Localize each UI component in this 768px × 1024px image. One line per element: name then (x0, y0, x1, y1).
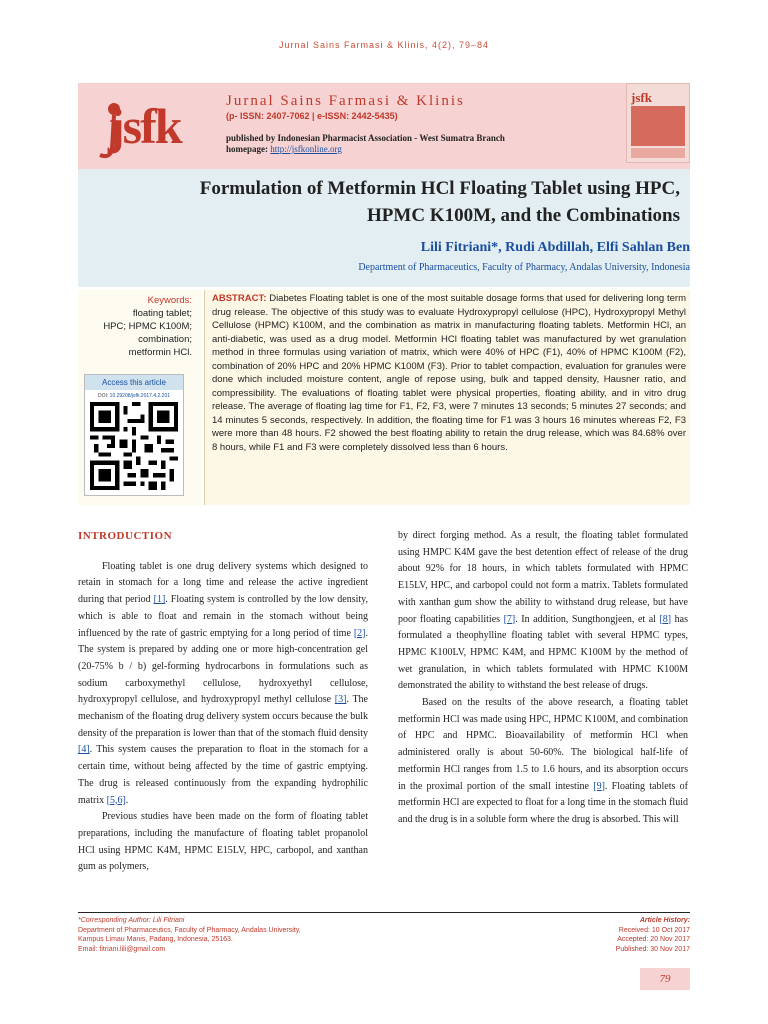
citation-link[interactable]: [2] (353, 627, 366, 639)
citation-link[interactable]: [1] (153, 594, 166, 606)
corresponding-author (78, 916, 418, 954)
paragraph: Floating tablet is one drug delivery systems which designed to retain in stomach for a long time and release the active ingredient during that period [1]. Floating system is controlled by the low density, which is able to float and remain in the stomach without being influenced by the rate of gastric emptying for a long period of time [2]. The system is prepared by adding one or more high-concentration gel (20-75% b / b) gel-forming hydrocarbons in formulations such as sodium carboxymethyl cellulose, hydroxyethyl cellulose, hydroxypropyl cellulose, and hydroxypropyl methyl cellulose [3]. The mechanism of the floating drug delivery system occurs because the bulk density of the preparation is lower than that of the stomach fluid density [4]. This system causes the preparation to float in the stomach for a certain time, without being affected by the time of gastric emptying. The drug is released continuously from the expanding hydrophilic matrix [5,6]. (78, 560, 368, 806)
paragraph: Based on the results of the above research, a floating tablet metformin HCl was made using HPC, HPMC K100M, and combination of HPC and HPMC. Bioavailability of metformin HCl when administered orally is about 50-60%. The biological half-life of metformin HCl ranges from 1.5 to 1.6 hours, and its absorption occurs in the proximal portion of the small intestine [9]. Floating tablets of metformin HCl are expected to float for a long time in the stomach fluid and the drug is in a soluble form where the drug is absorbed. This will (398, 697, 688, 825)
history-accepted: Accepted: 20 Nov 2017 (617, 936, 690, 943)
paragraph: Previous studies have been made on the form of floating tablet preparations, including the manufacture of floating tablet propanolol HCl using HPMC K4M, HPMC E15LV, HPC, carbopol, and xanthan gum as polymers, (78, 811, 368, 873)
homepage-label: homepage: (226, 144, 268, 154)
title-line-1: Formulation of Metformin HCl Floating Tablet using HPC, (199, 178, 680, 199)
citation-link[interactable]: [8] (659, 613, 672, 625)
doi-link[interactable]: 10.29208/jsfk.2017.4.2.201 (109, 393, 170, 399)
publisher: published by Indonesian Pharmacist Association - West Sumatra Branch (226, 133, 505, 143)
doi-line (85, 390, 183, 402)
cover-strip (631, 148, 685, 158)
journal-name: Jurnal Sains Farmasi & Klinis (226, 93, 465, 109)
section-heading-introduction: INTRODUCTION (78, 530, 173, 542)
keywords: Keywords: floating tablet; HPC; HPMC K100M; combination; metformin HCl. (82, 294, 192, 359)
paragraph: by direct forging method. As a result, the floating tablet formulated using HMPC K4M gave the best detention effect of release of the drug about 92% for 18 hours, in which tablets formulated with HPMC E15LV, HPC, and carbopol could not form a matrix. Tablets formulated with xanthan gum show the ability to withstand drug release, but have poor floating capabilities [7]. In addition, Sungthongjeen, et al [8] has formulated a theophylline floating tablet with several HPMC types, HPMC K100LV, HPMC K4M, and HPMC K100M by the method of wet granulation, in which tablets formulated with HPMC K100M demonstrated the ability to withstand the best release of drugs. (398, 530, 688, 692)
citation-link[interactable]: [4] (78, 744, 90, 756)
keyword-item: combination; (138, 334, 192, 345)
doi-label: DOI: (98, 393, 109, 399)
abstract: ABSTRACT: Diabetes Floating tablet is one of the most suitable dosage forms that used for delivering long term drug release. The objective of this study was to evaluate Hydroxypropyl cellulose (HPC), Hydroxypropyl Methyl Cellulose (HPMC) K100M, and the combination as matrix in manufacturing floating tablets. Metformin HCl, an anti-diabetic, was used as a drug model. Metformin HCl floating tablet was manufactured by wet granulation method in three formulas using variation of matrix, which were 40% of HPC (F1), 40% of HPMC K100M (F2), combination of 20% HPC and 20% HPMC K100M (F3). Prior to tablet compaction, evaluation for granules were done which included moisture content, angle of repose using, bulk and tapped density, Hausner ratio, and compressibility. The evaluations of floating tablet were physical properties, floating ability, and in vitro drug release. The average of floating lag time for F1, F2, F3, were 7 minutes 13 seconds; 5 minutes 27 seconds; and 14 minutes 5 seconds, respectively. In addition, the floating time for F1 was 3 hours 16 minutes whereas F2, F3 were more than 48 hours. F2 showed the best floating ability to retain the drug release, which was 84.68% over 8 hours, while F1 and F3 were completely dissolved less than 6 hours. (212, 293, 687, 453)
homepage-link[interactable]: http://jsfkonline.org (270, 144, 342, 154)
footer-divider (78, 912, 690, 913)
corr-address: Kampus Limau Manis, Padang, Indonesia, 25163. (78, 936, 233, 943)
access-heading: Access this article (85, 375, 183, 390)
keyword-item: floating tablet; (132, 308, 192, 319)
page-number: 79 (640, 968, 690, 990)
logo-text: jsfk (108, 98, 181, 154)
history-published: Published: 30 Nov 2017 (615, 945, 690, 953)
keyword-item: metformin HCl. (128, 347, 192, 358)
cover-logo: jsfk (631, 90, 652, 105)
abstract-label: ABSTRACT (212, 293, 264, 304)
corr-author-name: *Corresponding Author: Lili Fitriani (78, 917, 185, 924)
history-received: Received: 10 Oct 2017 (618, 926, 690, 934)
abstract-text: Diabetes Floating tablet is one of the most suitable dosage forms that used for delivering long term drug release. The objective of this study was to evaluate Hydroxypropyl cellulose (HPC), Hydroxypropyl Methyl Cellulose (HPMC) K100M, and the combination as matrix in manufacturing floating tablets. Metformin HCl, an anti-diabetic, was used as a drug model. Metformin HCl floating tablet was manufactured by wet granulation method in three formulas using variation of matrix, which were 40% of HPC (F1), 40% of HPMC K100M (F2), combination of 20% HPC and 20% HPMC K100M (F3). Prior to tablet compaction, evaluation for granules were done which included moisture content, angle of repose using, bulk and tapped density, Hausner ratio, and compressibility. The evaluations of floating tablet were physical properties, floating ability, and in vitro drug release. The average of floating lag time for F1, F2, F3, were 7 minutes 13 seconds; 5 minutes 27 seconds; and 14 minutes 5 seconds, respectively. In addition, the floating time for F1 was 3 hours 16 minutes whereas F2, F3 were more than 48 hours. F2 showed the best floating ability to retain the drug release, which was 84.68% over 8 hours, while F1 and F3 were completely dissolved less than 6 hours. (212, 293, 687, 453)
keywords-heading: Keywords (147, 295, 190, 306)
affiliation: Department of Pharmaceutics, Faculty of Pharmacy, Andalas University, Indonesia (358, 262, 690, 273)
citation-link[interactable]: [3] (334, 694, 347, 706)
body-column-right (398, 528, 688, 829)
citation-link[interactable]: [7] (503, 613, 516, 625)
journal-banner (78, 83, 690, 169)
keyword-item: HPC; HPMC K100M; (103, 321, 192, 332)
history-heading: Article History: (639, 917, 690, 924)
issn: (p- ISSN: 2407-7062 | e-ISSN: 2442-5435) (226, 111, 398, 121)
citation-link[interactable]: [9] (593, 780, 605, 792)
qr-code-icon[interactable] (90, 402, 178, 490)
authors: Lili Fitriani*, Rudi Abdillah, Elfi Sahlan Ben (420, 240, 690, 255)
running-head: Jurnal Sains Farmasi & Klinis, 4(2), 79–84 (278, 40, 490, 50)
article-title (150, 175, 690, 229)
article-history (490, 916, 690, 954)
corr-dept: Department of Pharmaceutics, Faculty of Pharmacy, Andalas University, (78, 926, 301, 934)
corr-email: Email: fitriani.lili@gmail.com (78, 945, 166, 953)
access-article-box (84, 374, 184, 496)
journal-cover-thumbnail (626, 83, 690, 163)
body-column-left (78, 528, 368, 876)
citation-link[interactable]: [5,6] (106, 794, 126, 806)
journal-logo (92, 91, 192, 163)
title-line-2: HPMC K100M, and the Combinations (367, 205, 680, 226)
homepage-line (226, 144, 342, 154)
cover-image (631, 106, 685, 146)
